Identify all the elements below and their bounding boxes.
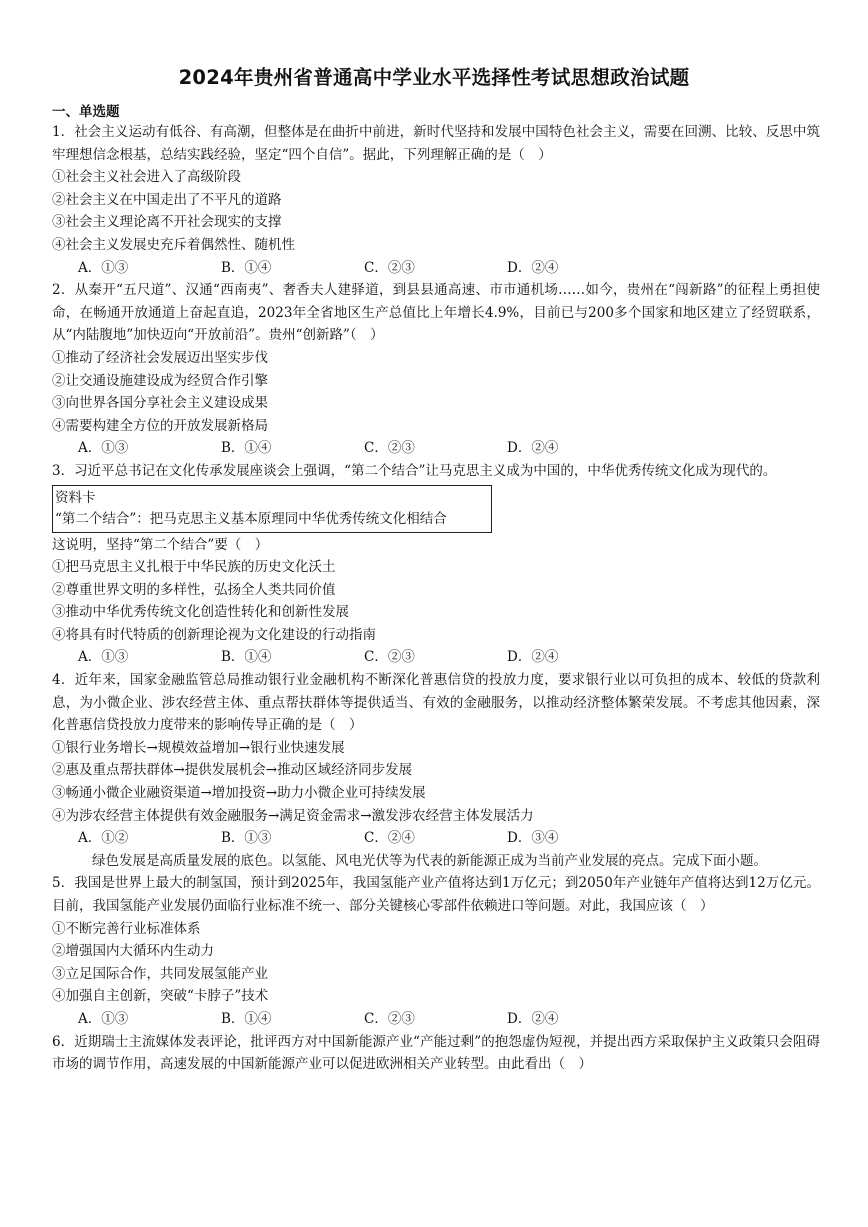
question-stem: 2．从秦开“五尺道”、汉通“西南夷”、奢香夫人建驿道，到县县通高速、市市通机场……如今，贵州在“闯新路”的征程上勇担使命，在畅通开放通道上奋起直追，2023年全省地区生产总值比上年增长4.9%，目前已与200多个国家和地区建立了经贸联系，从“内陆腹地”加快迈向“开放前沿”。贵州“创新路”（ ）: [52, 282, 820, 344]
answer-choices: [52, 646, 820, 669]
choice-b: B．①④: [221, 649, 272, 666]
question-2: [52, 279, 820, 460]
question-5: [52, 872, 820, 1030]
option-item: ②增强国内大循环内生动力: [52, 943, 214, 960]
choice-d: D．②④: [507, 259, 559, 276]
choice-d: D．③④: [507, 830, 559, 847]
answer-choices: [52, 1008, 820, 1031]
option-item: ①推动了经济社会发展迈出坚实步伐: [52, 349, 268, 366]
choice-c: C．②④: [364, 830, 415, 847]
option-item: ③推动中华优秀传统文化创造性转化和创新性发展: [52, 604, 349, 621]
question-stem: 4．近年来，国家金融监管总局推动银行业金融机构不断深化普惠信贷的投放力度，要求银行业以可负担的成本、较低的贷款利息，为小微企业、涉农经营主体、重点帮扶群体等提供适当、有效的金融服务，以推动经济整体繁荣发展。不考虑其他因素，深化普惠信贷投放力度带来的影响传导正确的是（ ）: [52, 672, 820, 734]
option-item: ①把马克思主义扎根于中华民族的历史文化沃土: [52, 559, 336, 576]
option-item: ④将具有时代特质的创新理论视为文化建设的行动指南: [52, 626, 376, 643]
option-item: ①不断完善行业标准体系: [52, 920, 201, 937]
info-card-text: “第二个结合”：把马克思主义基本原理同中华优秀传统文化相结合: [55, 511, 447, 527]
choice-b: B．①④: [221, 259, 272, 276]
option-item: ①社会主义社会进入了高级阶段: [52, 169, 241, 186]
choice-a: A．①③: [78, 440, 129, 457]
option-item: ④需要构建全方位的开放发展新格局: [52, 417, 268, 434]
question-list: [52, 121, 820, 1076]
choice-a: A．①③: [78, 1010, 129, 1027]
question-stem: 1．社会主义运动有低谷、有高潮，但整体是在曲折中前进，新时代坚持和发展中国特色社会主义，需要在回溯、比较、反思中筑牢理想信念根基，总结实践经验，坚定“四个自信”。据此，下列理解正确的是（ ）: [52, 124, 820, 163]
question-stem: 3．习近平总书记在文化传承发展座谈会上强调，“第二个结合”让马克思主义成为中国的，中华优秀传统文化成为现代的。: [52, 462, 777, 479]
page-title: 2024年贵州省普通高中学业水平选择性考试思想政治试题: [178, 66, 690, 89]
choice-c: C．②③: [364, 259, 415, 276]
answer-choices: [52, 257, 820, 280]
question-1: [52, 121, 820, 279]
option-item: ④为涉农经营主体提供有效金融服务→满足资金需求→激发涉农经营主体发展活力: [52, 807, 534, 824]
option-item: ②社会主义在中国走出了不平凡的道路: [52, 191, 282, 208]
option-item: ④社会主义发展史充斥着偶然性、随机性: [52, 236, 295, 253]
option-item: ③畅通小微企业融资渠道→增加投资→助力小微企业可持续发展: [52, 785, 426, 802]
choice-d: D．②④: [507, 440, 559, 457]
option-item: ③社会主义理论离不开社会现实的支撑: [52, 214, 282, 231]
choice-d: D．②④: [507, 1010, 559, 1027]
info-card: [52, 485, 492, 533]
option-item: ④加强自主创新，突破“卡脖子”技术: [52, 988, 269, 1005]
choice-b: B．①④: [221, 440, 272, 457]
group-intro: 绿色发展是高质量发展的底色。以氢能、风电光伏等为代表的新能源正成为当前产业发展的亮点。完成下面小题。: [92, 852, 767, 869]
choice-a: A．①③: [78, 649, 129, 666]
choice-a: A．①③: [78, 259, 129, 276]
info-card-title: 资料卡: [55, 489, 96, 506]
question-6: [52, 1031, 820, 1076]
answer-choices: [52, 827, 820, 850]
option-item: ③向世界各国分享社会主义建设成果: [52, 395, 268, 412]
answer-choices: [52, 437, 820, 460]
choice-c: C．②③: [364, 440, 415, 457]
choice-b: B．①③: [221, 830, 272, 847]
option-item: ①银行业务增长→规模效益增加→银行业快速发展: [52, 739, 345, 756]
question-3: [52, 460, 820, 669]
question-4: [52, 669, 820, 850]
choice-d: D．②④: [507, 649, 559, 666]
question-stem-continued: 这说明，坚持“第二个结合”要（ ）: [52, 536, 269, 553]
question-stem: 5．我国是世界上最大的制氢国，预计到2025年，我国氢能产业产值将达到1万亿元；到2050年产业链年产值将达到12万亿元。目前，我国氢能产业发展仍面临行业标准不统一、部分关键核心零部件依赖进口等问题。对此，我国应该（ ）: [52, 875, 820, 914]
choice-b: B．①④: [221, 1010, 272, 1027]
choice-a: A．①②: [78, 830, 129, 847]
option-item: ②尊重世界文明的多样性，弘扬全人类共同价值: [52, 581, 336, 598]
choice-c: C．②③: [364, 649, 415, 666]
question-stem: 6．近期瑞士主流媒体发表评论，批评西方对中国新能源产业“产能过剩”的抱怨虚伪短视，并提出西方采取保护主义政策只会阻碍市场的调节作用，高速发展的中国新能源产业可以促进欧洲相关产业转型。由此看出（ ）: [52, 1033, 820, 1073]
section-heading: 一、单选题: [52, 104, 120, 120]
option-item: ②让交通设施建设成为经贸合作引擎: [52, 372, 268, 389]
choice-c: C．②③: [364, 1010, 415, 1027]
option-item: ③立足国际合作，共同发展氢能产业: [52, 965, 268, 982]
option-item: ②惠及重点帮扶群体→提供发展机会→推动区域经济同步发展: [52, 762, 413, 779]
